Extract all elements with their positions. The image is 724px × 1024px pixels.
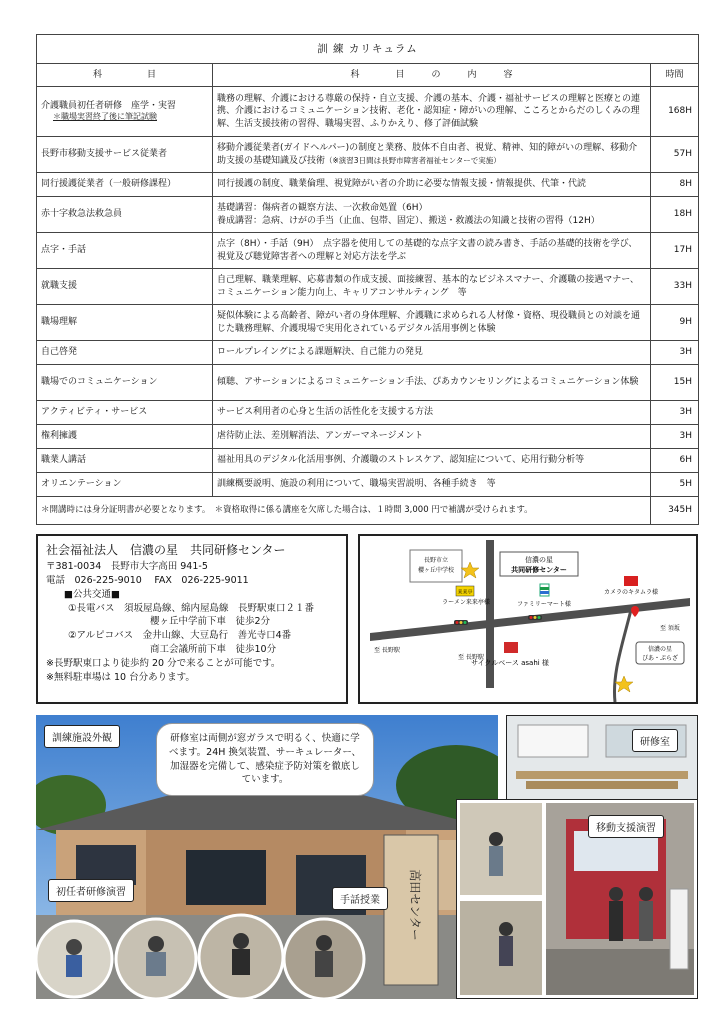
curriculum-table [36, 34, 699, 525]
to-suzaka-label: 至 須坂 [660, 625, 680, 632]
subject-cell: 職場理解 [37, 305, 213, 341]
subject-cell: 長野市移動支援サービス従業者 [37, 137, 213, 173]
content-cell: 自己理解、職業理解、応募書類の作成支援、面接練習、基本的なビジネスマナー、介護職の接遇マナー、コミュニケーション能力向上、キャリアコンサルティング 等 [213, 269, 651, 305]
hours-cell: 168H [651, 87, 699, 137]
table-row [37, 341, 699, 365]
center-sign-text: 高田センター [408, 869, 422, 941]
hours-cell: 3H [651, 425, 699, 449]
content-cell: 職務の理解、介護における尊厳の保持・自立支援、介護の基本、介護・福祉サービスの理解と医療との連携、介護におけるコミュニケーション技術、老化・認知症・障がいの理解、こころとからだのしくみの理解、生活支援技術の習得、職場実習、ふりかえり、修了評価試験 [213, 87, 651, 137]
content-cell: 点字（8H）・手話（9H） 点字器を使用しての基礎的な点字文書の読み書き、手話の基礎的技術を学び、視覚及び聴覚障害者への理解と対応方法を学ぶ [213, 233, 651, 269]
phone-fax: 電話 026-225-9010 FAX 026-225-9011 [46, 575, 249, 587]
bus-route-1: ①長電バス 須坂屋島線、綿内屋島線 長野駅東口２１番 [68, 602, 315, 614]
hours-cell: 3H [651, 401, 699, 425]
sign-language-label: 手話授業 [332, 887, 388, 910]
transit-title: ■公共交通■ [64, 588, 120, 600]
contact-box [36, 534, 348, 704]
school-label-1: 長野市立 [423, 557, 449, 564]
content-cell: 福祉用具のデジタル化活用事例、介護職のストレスケア、認知症について、応用行動分析等 [213, 449, 651, 473]
hours-cell: 3H [651, 341, 699, 365]
photo-collage [36, 715, 698, 999]
mobility-support-label: 移動支援演習 [588, 815, 664, 838]
light-red [530, 616, 533, 619]
walk-note: ※長野駅東口より徒歩約 20 分で来ることが可能です。 [46, 657, 281, 669]
subject-cell: 介護職員初任者研修 座学・実習 [41, 101, 177, 112]
hours-cell: 8H [651, 173, 699, 197]
training-room-photo [506, 715, 698, 801]
ramen-label: ラーメン来来亭様 [442, 599, 490, 606]
center-label-2: 共同研修センター [511, 566, 567, 574]
hours-cell: 57H [651, 137, 699, 173]
org-name: 社会福祉法人 信濃の星 共同研修センター [46, 543, 286, 557]
content-cell: 基礎講習：傷病者の観察方法、一次救命処置（6H） [217, 203, 428, 214]
bus-route-2: ②アルピコバス 金井山線、大豆島行 善光寺口4番 [68, 630, 292, 642]
subject-cell: 同行援護従業者（一般研修課程） [37, 173, 213, 197]
content-cell: 移動介護従業者(ガイドヘルパー)の制度と業務、肢体不自由者、視覚、精神、知的障がいの理解、移動介助支援の基礎知識及び技術 [217, 143, 638, 166]
center-label-1: 信濃の星 [525, 556, 553, 564]
table-row [37, 87, 699, 137]
footer-note: ＊開講時には身分証明書が必要となります。 ＊資格取得に係る講座を欠席した場合は、１時間 3,000 円で補講が受けられます。 [37, 497, 651, 525]
hours-cell: 6H [651, 449, 699, 473]
subject-cell: 権利擁護 [37, 425, 213, 449]
subject-cell: アクティビティ・サービス [37, 401, 213, 425]
content-cell: 訓練概要説明、施設の利用について、職場実習説明、各種手続き 等 [213, 473, 651, 497]
to-station-label-2: 至 長野駅 [458, 654, 484, 661]
content-cell: サービス利用者の心身と生活の活性化を支援する方法 [213, 401, 651, 425]
familymart-stripe-2 [540, 591, 549, 594]
training-room-label: 研修室 [632, 729, 678, 752]
subject-cell: 赤十字救急法救急員 [37, 197, 213, 233]
subject-cell: オリエンテーション [37, 473, 213, 497]
familymart-stripe [540, 587, 549, 590]
subject-note: ＊職場実習終了後に筆記試験 [53, 112, 157, 122]
familymart-label: ファミリーマート様 [517, 601, 571, 608]
bus-route-2-stop: 商工会議所前下車 徒歩10分 [150, 643, 277, 655]
hours-cell: 9H [651, 305, 699, 341]
table-row [37, 197, 699, 233]
light-yellow-2 [460, 621, 463, 624]
header-hours: 時間 [651, 64, 699, 87]
ramen-sign-text: 来来亭 [457, 589, 473, 596]
table-row [37, 269, 699, 305]
content-cell: 虐待防止法、差別解消法、アンガーマネージメント [213, 425, 651, 449]
content-cell: 疑似体験による高齢者、障がい者の身体理解、介護職に求められる人材像・資格、現役職員との対談を通じた職務理解、介護現場で実用化されているデジタル活用事例と体験 [213, 305, 651, 341]
table-row [37, 449, 699, 473]
access-map [358, 534, 698, 704]
subject-cell: 職場でのコミュニケーション [37, 365, 213, 401]
cycle-shop-icon [504, 642, 518, 653]
table-row [37, 473, 699, 497]
hours-cell: 18H [651, 197, 699, 233]
header-content: 科 目 の 内 容 [213, 64, 651, 87]
cycle-shop-label: サイクルベース asahi 様 [471, 659, 549, 667]
to-station-label: 至 長野駅 [374, 647, 400, 654]
hours-cell: 5H [651, 473, 699, 497]
table-row [37, 137, 699, 173]
circle-photos [36, 899, 366, 999]
initial-training-label: 初任者研修演習 [48, 879, 134, 902]
center-star-icon [461, 562, 479, 578]
hours-cell: 15H [651, 365, 699, 401]
subject-cell: 職業人講話 [37, 449, 213, 473]
header-subject: 科 目 [37, 64, 213, 87]
info-bubble: 研修室は両側が窓ガラスで明るく、快適に学べます。24H 換気装置、サーキュレーター、加湿器を完備して、感染症予防対策を徹底しています。 [156, 723, 374, 796]
table-row [37, 305, 699, 341]
camera-store-icon [624, 576, 638, 586]
school-label-2: 櫻ヶ丘中学校 [417, 567, 455, 574]
hours-cell: 17H [651, 233, 699, 269]
content-note: （※演習3日間は長野市障害者福祉センターで実施） [325, 155, 501, 165]
total-hours: 345H [651, 497, 699, 525]
parking-note: ※無料駐車場は 10 台分あります。 [46, 671, 195, 683]
content-cell: 傾聴、アサーションによるコミュニケーション手法、ぴあカウンセリングによるコミュニケーション体験 [213, 365, 651, 401]
pia-star-icon [615, 676, 633, 692]
pia-label-1: 信濃の星 [647, 646, 673, 653]
light-green [538, 616, 541, 619]
content-cell-2: 養成講習：急病、けがの手当（止血、包帯、固定）、搬送・救護法の知識と技術の習得（12H） [217, 215, 600, 226]
address: 〒381-0034 長野市大字高田 941-5 [46, 561, 208, 573]
table-row [37, 401, 699, 425]
school-building [410, 550, 462, 582]
table-row [37, 173, 699, 197]
content-cell: ロールプレイングによる課題解決、自己能力の発見 [213, 341, 651, 365]
light-red-2 [456, 621, 459, 624]
location-pin-icon [631, 606, 639, 617]
table-row [37, 365, 699, 401]
light-green-2 [464, 621, 467, 624]
light-yellow [534, 616, 537, 619]
subject-cell: 自己啓発 [37, 341, 213, 365]
table-row [37, 425, 699, 449]
table-footer-row [37, 497, 699, 525]
subject-cell: 就職支援 [37, 269, 213, 305]
bus-route-1-stop: 櫻ヶ丘中学前下車 徒歩2分 [150, 616, 271, 628]
curriculum-title: 訓 練 カリキュラム [37, 35, 699, 64]
exterior-label: 訓練施設外観 [44, 725, 120, 748]
table-row [37, 233, 699, 269]
content-cell: 同行援護の制度、職業倫理、視覚障がい者の介助に必要な情報支援・情報提供、代筆・代読 [213, 173, 651, 197]
subject-cell: 点字・手話 [37, 233, 213, 269]
hours-cell: 33H [651, 269, 699, 305]
pia-label-2: ぴあ・ぷらざ [641, 655, 679, 662]
camera-store-label: カメラのキタムラ様 [604, 589, 658, 596]
